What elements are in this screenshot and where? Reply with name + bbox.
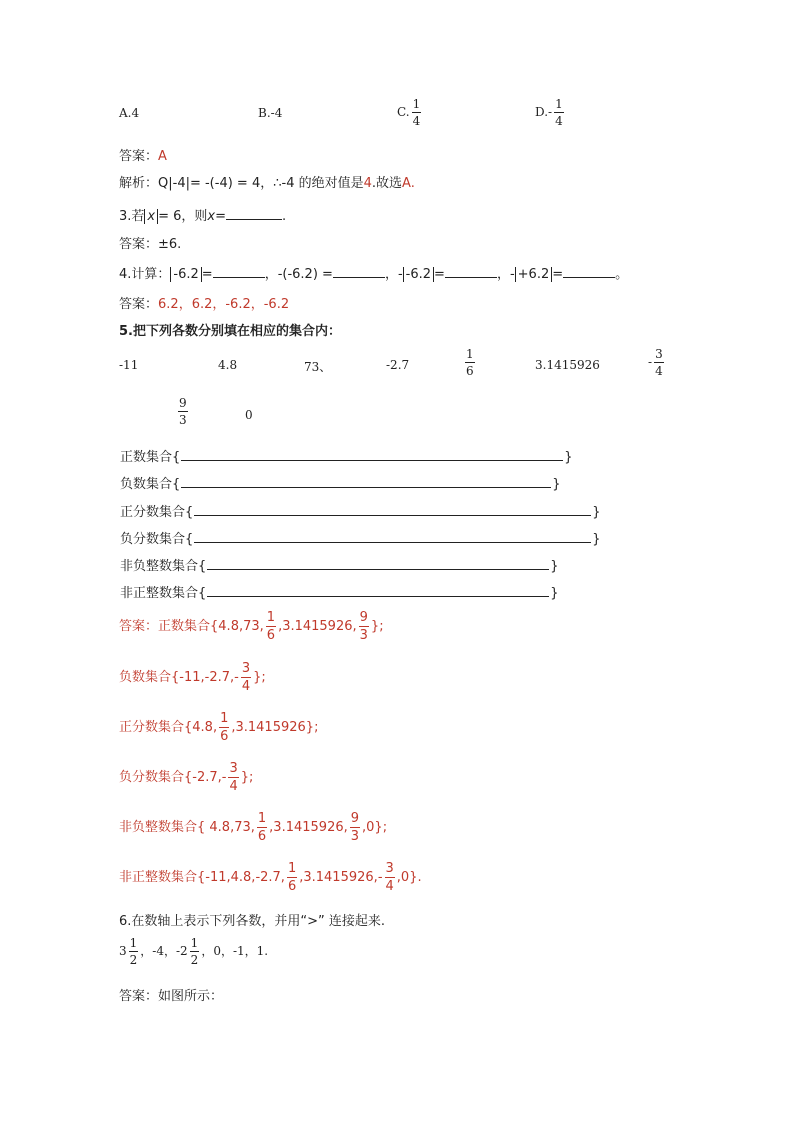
answer-label: 答案： (119, 149, 159, 164)
option-c-fraction (412, 98, 422, 127)
q4-sep: ， (384, 267, 398, 282)
set-row-negative-fraction (120, 528, 601, 547)
fraction-denominator: 4 (241, 679, 251, 694)
analysis-value: 4 (363, 176, 372, 191)
option-c (397, 98, 423, 127)
set-label: 非正整数集合{ (120, 586, 207, 601)
q6-numbers (119, 937, 268, 966)
fraction (129, 937, 139, 966)
option-d (535, 98, 566, 127)
q5-number-4: -2.7 (386, 358, 410, 372)
q3-abs-value (144, 209, 158, 224)
q6-answer (119, 985, 223, 1004)
answer-text: ,3.1415926, (299, 870, 378, 885)
set-label: 正分数集合{ (120, 505, 194, 520)
answer-text: ,0}; (362, 820, 388, 835)
q5-answer-negative-fraction (119, 762, 253, 793)
option-d-fraction (554, 98, 564, 127)
answer-text: ,3.1415926, (269, 820, 348, 835)
set-row-positive (120, 446, 573, 465)
answer-value: A (158, 149, 167, 164)
q5-answer-negative (119, 662, 266, 693)
q5-number-7 (648, 348, 666, 377)
set-blank[interactable] (207, 559, 549, 570)
q4-sep: ， (496, 267, 510, 282)
fraction-numerator: 3 (655, 347, 663, 361)
fraction-denominator: 3 (350, 829, 360, 844)
fraction-numerator: 3 (385, 861, 394, 876)
q5-number-9: 0 (245, 408, 253, 422)
fraction (359, 611, 369, 642)
analysis-text-b: .故选 (371, 176, 403, 191)
fraction-numerator: 3 (241, 661, 251, 676)
set-row-negative (120, 473, 561, 492)
fraction-numerator: 9 (359, 610, 368, 625)
q4-expr-3: -6.2 (403, 267, 434, 282)
fraction (257, 812, 267, 843)
q4-blank-4[interactable] (563, 265, 615, 278)
set-label: 负分数集合{ (120, 532, 194, 547)
q5-number-6: 3.1415926 (535, 358, 600, 372)
q5-prompt: 5.把下列各数分别填在相应的集合内： (119, 324, 341, 339)
fraction-numerator: 1 (266, 610, 276, 625)
minus-sign: - (377, 870, 383, 885)
fraction (178, 397, 188, 426)
q3-prompt (119, 205, 286, 224)
fraction-numerator: 1 (129, 936, 138, 950)
answer-label: 答案： (119, 297, 159, 312)
minus-sign: - (648, 355, 653, 369)
q5-number-3: 73、 (304, 360, 332, 374)
q3-var-x: x (207, 209, 216, 224)
fraction (654, 348, 664, 377)
analysis-expression: Q|-4|= -(-4) = 4， (158, 176, 274, 191)
q4-expr-1: -6.2 (170, 267, 201, 282)
q5-number-5 (463, 348, 477, 377)
q3-blank[interactable] (226, 207, 282, 220)
fraction-denominator: 6 (466, 364, 474, 378)
q3-var: x (147, 209, 156, 224)
answer-text: ,0}. (396, 870, 422, 885)
set-blank[interactable] (181, 450, 563, 461)
option-c-prefix: C. (397, 105, 410, 119)
q5-number-8 (176, 397, 190, 426)
fraction-denominator: 4 (229, 779, 238, 794)
q3-prompt-b: = 6，则 (158, 209, 208, 224)
answer-text: 正数集合{4.8,73, (158, 619, 264, 634)
answer-label: 答案： (119, 619, 159, 634)
q4-sep: ， (264, 267, 278, 282)
q3-prompt-a: 3.若 (119, 209, 145, 224)
fraction-denominator: 3 (359, 628, 368, 643)
q5-answer-positive-fraction (119, 712, 318, 743)
fraction-numerator: 1 (190, 936, 199, 950)
answer-label: 答案： (119, 237, 159, 252)
set-blank[interactable] (194, 532, 591, 543)
minus-sign: - (221, 770, 227, 785)
q4-minus-4: - (509, 267, 515, 282)
fraction-numerator: 9 (350, 811, 360, 826)
set-row-nonpositive-integer (120, 582, 559, 601)
answer-text: ,3.1415926}; (231, 720, 319, 735)
q5-answer-positive (119, 611, 384, 642)
fraction-denominator: 2 (190, 953, 199, 967)
fraction-denominator: 6 (257, 829, 267, 844)
fraction-denominator: 4 (385, 879, 394, 894)
fraction (219, 712, 229, 743)
fraction-denominator: 3 (179, 413, 187, 427)
fraction (228, 762, 238, 793)
q4-expr-2: -(-6.2) = (277, 267, 333, 282)
q4-minus-3: - (397, 267, 403, 282)
analysis-choice: A. (402, 176, 415, 191)
q5-answer-nonnegative-integer (119, 812, 387, 843)
q4-eq: = (552, 267, 564, 282)
analysis-label: 解析： (119, 176, 159, 191)
q4-eq: = (201, 267, 213, 282)
q2-analysis (119, 172, 415, 191)
fraction-numerator: 1 (466, 347, 474, 361)
fraction-numerator: 1 (555, 97, 563, 111)
fraction (266, 611, 276, 642)
q4-answer (119, 293, 289, 312)
fraction-denominator: 2 (129, 953, 138, 967)
answer-text: }; (240, 770, 254, 785)
option-b: B.-4 (258, 106, 283, 120)
fraction (287, 862, 297, 893)
set-close: } (592, 505, 601, 520)
option-d-prefix: D.- (535, 105, 553, 119)
set-close: } (552, 477, 561, 492)
set-blank[interactable] (194, 505, 591, 516)
answer-label: 答案： (119, 989, 159, 1004)
set-row-nonnegative-integer (120, 555, 559, 574)
set-blank[interactable] (207, 586, 549, 597)
fraction-numerator: 1 (412, 97, 421, 111)
answer-value: 6.2，6.2，-6.2，-6.2 (158, 297, 290, 312)
q3-prompt-end: . (282, 209, 287, 224)
set-row-positive-fraction (120, 501, 601, 520)
fraction-numerator: 1 (220, 711, 229, 726)
answer-value: 如图所示： (158, 989, 224, 1004)
q4-prompt (119, 263, 628, 282)
minus-sign: - (234, 670, 239, 685)
fraction-denominator: 6 (266, 628, 276, 643)
answer-text: 负分数集合{-2.7, (119, 770, 222, 785)
q4-end: 。 (615, 267, 629, 282)
answer-text: 负数集合{-11,-2.7, (119, 670, 235, 685)
q4-blank-1[interactable] (213, 265, 265, 278)
set-close: } (550, 586, 559, 601)
fraction (190, 937, 200, 966)
option-a: A.4 (119, 106, 140, 120)
analysis-text-a: ∴-4 的绝对值是 (273, 176, 364, 191)
answer-text: }; (253, 670, 266, 685)
fraction-numerator: 9 (179, 396, 187, 410)
q5-number-2: 4.8 (218, 358, 238, 372)
fraction (241, 662, 251, 693)
q3-answer (119, 233, 181, 252)
q4-expr-4: +6.2 (515, 267, 553, 282)
q3-prompt-c: = (215, 209, 227, 224)
q4-eq: = (434, 267, 445, 282)
fraction (385, 862, 395, 893)
fraction-numerator: 3 (229, 761, 238, 776)
fraction-denominator: 4 (555, 114, 563, 128)
q6-prompt: 6.在数轴上表示下列各数，并用“>” 连接起来. (119, 914, 386, 929)
set-close: } (550, 559, 559, 574)
q6-numbers-text: ，0，-1，1. (201, 944, 269, 958)
mixed-whole: 3 (119, 944, 127, 958)
set-close: } (592, 532, 601, 547)
q2-answer (119, 145, 167, 164)
fraction-denominator: 6 (287, 879, 297, 894)
q6-numbers-text: ，-4，-2 (140, 944, 188, 958)
set-label: 非负整数集合{ (120, 559, 207, 574)
fraction-denominator: 6 (220, 729, 229, 744)
set-label: 负数集合{ (120, 477, 181, 492)
answer-text: 非正整数集合{-11,4.8,-2.7, (119, 870, 285, 885)
answer-text: 正分数集合{4.8, (119, 720, 218, 735)
set-close: } (564, 450, 573, 465)
fraction-numerator: 1 (287, 861, 297, 876)
set-label: 正数集合{ (120, 450, 181, 465)
answer-value: ±6. (158, 237, 182, 252)
answer-text: ,3.1415926, (278, 619, 357, 634)
fraction (350, 812, 360, 843)
q5-answer-nonpositive-integer (119, 862, 422, 893)
fraction (465, 348, 475, 377)
q4-blank-2[interactable] (333, 265, 385, 278)
set-blank[interactable] (181, 477, 551, 488)
q4-label: 4.计算： (119, 267, 171, 282)
answer-text: }; (370, 619, 384, 634)
fraction-denominator: 4 (655, 364, 663, 378)
q5-number-1: -11 (119, 358, 139, 372)
answer-text: 非负整数集合{ 4.8,73, (119, 820, 255, 835)
fraction-denominator: 4 (412, 114, 421, 128)
fraction-numerator: 1 (257, 811, 267, 826)
q4-blank-3[interactable] (445, 265, 497, 278)
